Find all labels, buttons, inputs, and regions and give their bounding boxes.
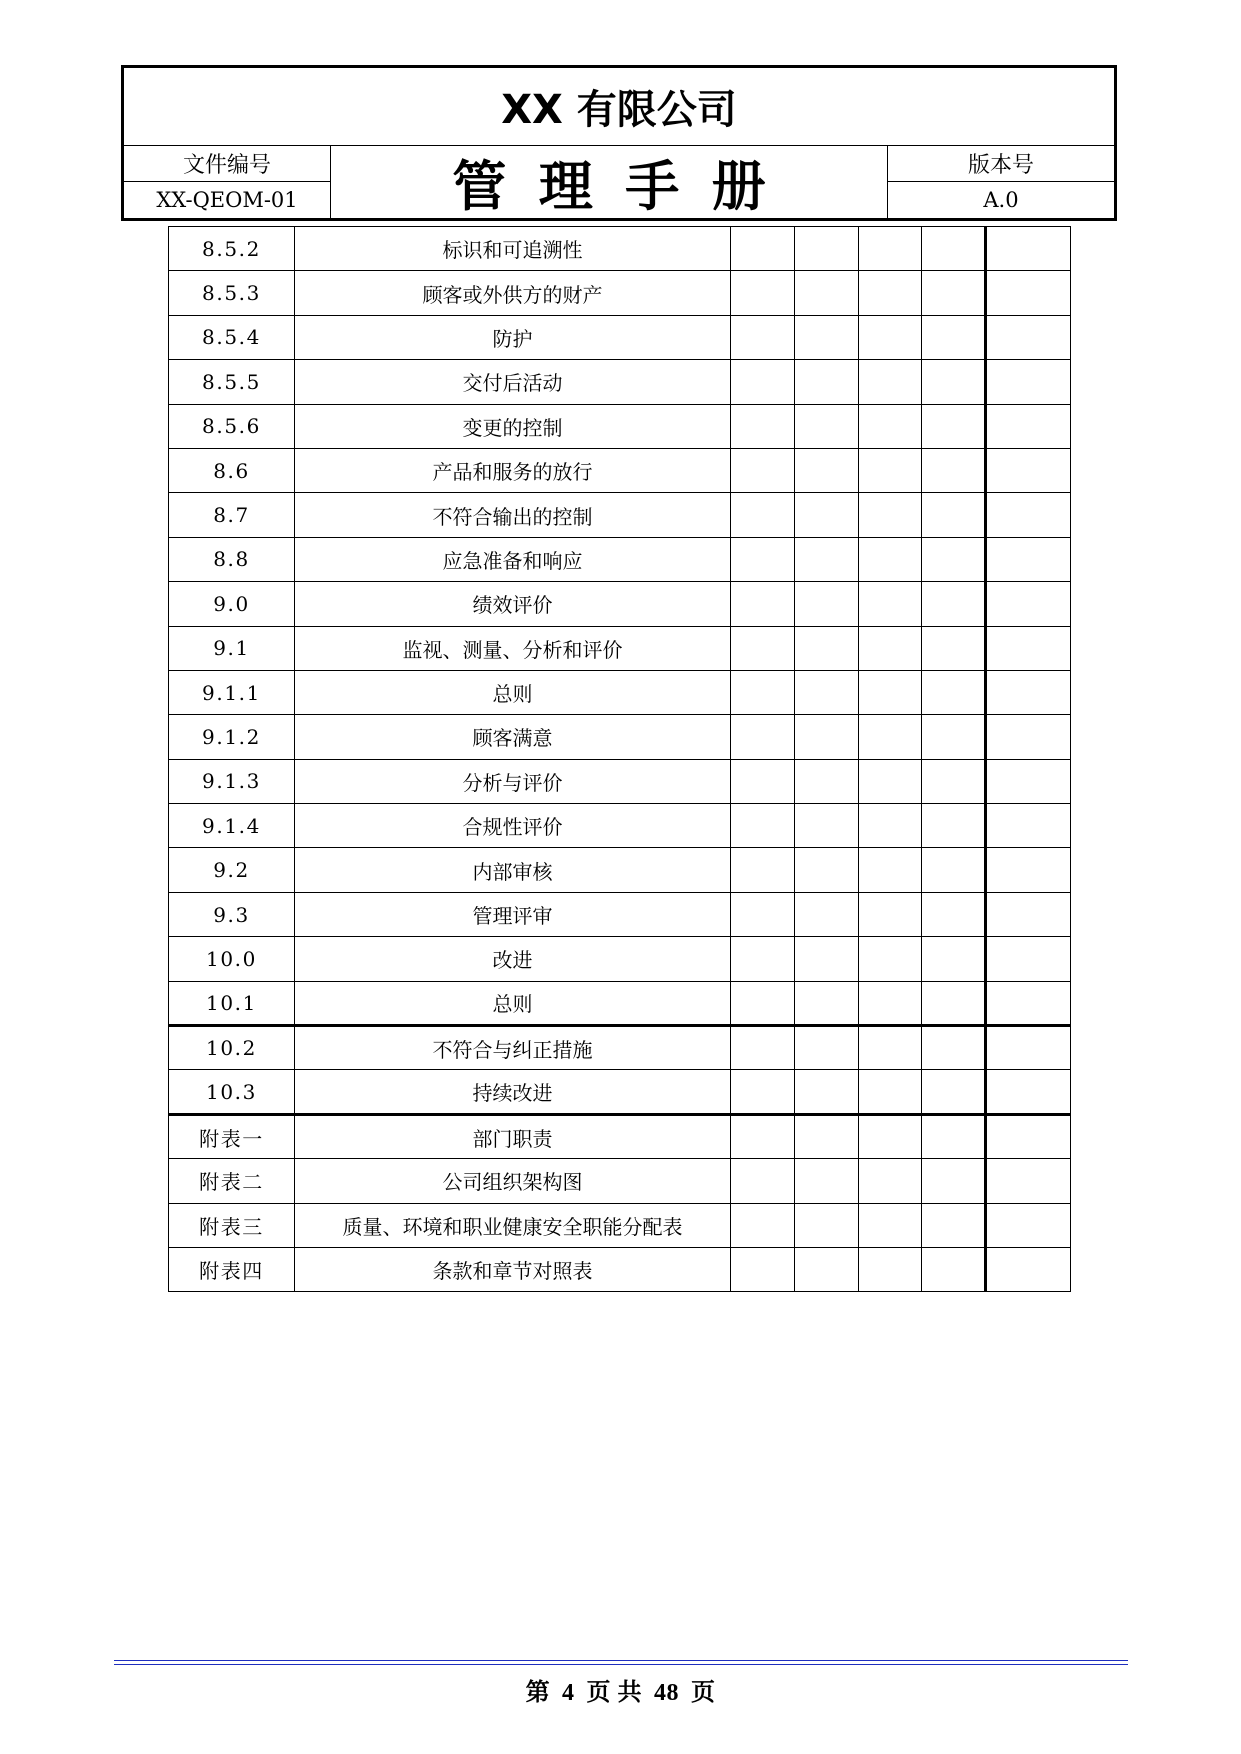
empty-cell <box>731 1247 795 1291</box>
empty-cell <box>922 537 986 581</box>
clause-title: 防护 <box>295 315 731 359</box>
empty-cell <box>922 937 986 981</box>
empty-cell <box>859 315 922 359</box>
empty-cell <box>731 937 795 981</box>
empty-cell <box>922 493 986 537</box>
table-row <box>169 981 1071 1025</box>
clause-number: 10.0 <box>169 937 295 981</box>
empty-cell <box>731 715 795 759</box>
empty-cell <box>986 537 1071 581</box>
empty-cell <box>859 937 922 981</box>
empty-cell <box>795 582 859 626</box>
empty-cell <box>986 1026 1071 1070</box>
clause-title: 变更的控制 <box>295 404 731 448</box>
empty-cell <box>731 892 795 936</box>
clause-number: 9.1.2 <box>169 715 295 759</box>
empty-cell <box>731 670 795 714</box>
document-header <box>121 65 1117 221</box>
table-row <box>169 892 1071 936</box>
table-row <box>169 537 1071 581</box>
table-row <box>169 271 1071 315</box>
table-row <box>169 227 1071 271</box>
clause-title: 部门职责 <box>295 1114 731 1158</box>
empty-cell <box>731 1114 795 1158</box>
clause-number: 附表三 <box>169 1203 295 1247</box>
table-row <box>169 404 1071 448</box>
table-row <box>169 670 1071 714</box>
empty-cell <box>795 626 859 670</box>
page-suffix: 页 <box>690 1680 716 1706</box>
doc-number-label: 文件编号 <box>124 146 331 182</box>
table-row <box>169 448 1071 492</box>
empty-cell <box>859 271 922 315</box>
clause-title: 绩效评价 <box>295 582 731 626</box>
empty-cell <box>986 981 1071 1025</box>
empty-cell <box>859 892 922 936</box>
empty-cell <box>731 404 795 448</box>
empty-cell <box>922 759 986 803</box>
clause-title: 改进 <box>295 937 731 981</box>
empty-cell <box>795 848 859 892</box>
empty-cell <box>731 1159 795 1203</box>
table-row <box>169 1247 1071 1291</box>
empty-cell <box>922 448 986 492</box>
empty-cell <box>795 404 859 448</box>
empty-cell <box>922 1026 986 1070</box>
empty-cell <box>986 227 1071 271</box>
empty-cell <box>986 1247 1071 1291</box>
empty-cell <box>986 848 1071 892</box>
clause-number: 9.1.4 <box>169 804 295 848</box>
empty-cell <box>922 1114 986 1158</box>
clause-number: 附表二 <box>169 1159 295 1203</box>
empty-cell <box>731 493 795 537</box>
table-row <box>169 715 1071 759</box>
empty-cell <box>859 1026 922 1070</box>
empty-cell <box>986 892 1071 936</box>
empty-cell <box>922 1247 986 1291</box>
clause-title: 条款和章节对照表 <box>295 1247 731 1291</box>
empty-cell <box>922 360 986 404</box>
clause-number: 10.2 <box>169 1026 295 1070</box>
empty-cell <box>859 1247 922 1291</box>
table-row <box>169 360 1071 404</box>
empty-cell <box>731 271 795 315</box>
clause-number: 9.1.3 <box>169 759 295 803</box>
empty-cell <box>795 537 859 581</box>
empty-cell <box>731 804 795 848</box>
clause-title: 公司组织架构图 <box>295 1159 731 1203</box>
empty-cell <box>859 626 922 670</box>
table-row <box>169 804 1071 848</box>
empty-cell <box>795 1159 859 1203</box>
clause-title: 分析与评价 <box>295 759 731 803</box>
version-label: 版本号 <box>887 146 1114 182</box>
empty-cell <box>986 493 1071 537</box>
empty-cell <box>731 448 795 492</box>
empty-cell <box>922 315 986 359</box>
empty-cell <box>731 1203 795 1247</box>
table-row <box>169 937 1071 981</box>
empty-cell <box>731 1070 795 1114</box>
clause-title: 总则 <box>295 670 731 714</box>
empty-cell <box>795 1247 859 1291</box>
clause-title: 内部审核 <box>295 848 731 892</box>
company-name: XX 有限公司 <box>124 68 1114 146</box>
empty-cell <box>731 759 795 803</box>
empty-cell <box>795 981 859 1025</box>
clause-title: 不符合与纠正措施 <box>295 1026 731 1070</box>
clause-number: 附表一 <box>169 1114 295 1158</box>
empty-cell <box>795 804 859 848</box>
empty-cell <box>795 360 859 404</box>
table-row <box>169 1026 1071 1070</box>
empty-cell <box>986 1114 1071 1158</box>
empty-cell <box>986 804 1071 848</box>
empty-cell <box>859 759 922 803</box>
clause-number: 8.5.4 <box>169 315 295 359</box>
empty-cell <box>795 1114 859 1158</box>
manual-title: 管理手册 <box>452 154 798 218</box>
clause-number: 8.8 <box>169 537 295 581</box>
clause-title: 管理评审 <box>295 892 731 936</box>
table-row <box>169 1203 1071 1247</box>
empty-cell <box>859 1203 922 1247</box>
clause-title: 交付后活动 <box>295 360 731 404</box>
contents-table-body <box>169 227 1071 1292</box>
empty-cell <box>795 1070 859 1114</box>
empty-cell <box>922 1070 986 1114</box>
empty-cell <box>731 582 795 626</box>
clause-number: 9.1 <box>169 626 295 670</box>
empty-cell <box>859 1070 922 1114</box>
table-row <box>169 1114 1071 1158</box>
clause-number: 8.5.3 <box>169 271 295 315</box>
empty-cell <box>731 848 795 892</box>
clause-number: 8.5.6 <box>169 404 295 448</box>
page-counter <box>0 1672 1241 1707</box>
table-row <box>169 493 1071 537</box>
page-total: 48 <box>653 1680 679 1706</box>
table-row <box>169 582 1071 626</box>
clause-number: 10.3 <box>169 1070 295 1114</box>
doc-number-value: XX-QEOM-01 <box>124 182 331 218</box>
clause-number: 9.0 <box>169 582 295 626</box>
empty-cell <box>859 848 922 892</box>
empty-cell <box>922 404 986 448</box>
empty-cell <box>731 1026 795 1070</box>
clause-title: 合规性评价 <box>295 804 731 848</box>
empty-cell <box>859 981 922 1025</box>
clause-number: 附表四 <box>169 1247 295 1291</box>
empty-cell <box>731 537 795 581</box>
empty-cell <box>922 626 986 670</box>
empty-cell <box>859 1159 922 1203</box>
table-row <box>169 1070 1071 1114</box>
table-row <box>169 1159 1071 1203</box>
empty-cell <box>922 715 986 759</box>
empty-cell <box>986 448 1071 492</box>
clause-number: 9.2 <box>169 848 295 892</box>
clause-title: 监视、测量、分析和评价 <box>295 626 731 670</box>
empty-cell <box>986 315 1071 359</box>
empty-cell <box>922 892 986 936</box>
footer-rule-top <box>114 1660 1128 1661</box>
empty-cell <box>795 892 859 936</box>
empty-cell <box>986 271 1071 315</box>
empty-cell <box>986 715 1071 759</box>
empty-cell <box>922 981 986 1025</box>
empty-cell <box>731 360 795 404</box>
empty-cell <box>986 1159 1071 1203</box>
table-row <box>169 759 1071 803</box>
empty-cell <box>859 715 922 759</box>
empty-cell <box>986 1203 1071 1247</box>
page-mid: 页 共 <box>586 1680 642 1706</box>
table-row <box>169 626 1071 670</box>
empty-cell <box>986 759 1071 803</box>
empty-cell <box>795 937 859 981</box>
empty-cell <box>795 1203 859 1247</box>
clause-title: 应急准备和响应 <box>295 537 731 581</box>
clause-number: 10.1 <box>169 981 295 1025</box>
contents-table <box>168 226 1071 1292</box>
page-prefix: 第 <box>525 1680 551 1706</box>
empty-cell <box>795 271 859 315</box>
clause-number: 8.7 <box>169 493 295 537</box>
empty-cell <box>922 271 986 315</box>
empty-cell <box>986 582 1071 626</box>
empty-cell <box>859 404 922 448</box>
empty-cell <box>731 315 795 359</box>
clause-number: 8.6 <box>169 448 295 492</box>
empty-cell <box>731 227 795 271</box>
empty-cell <box>922 1203 986 1247</box>
empty-cell <box>986 404 1071 448</box>
empty-cell <box>986 360 1071 404</box>
empty-cell <box>859 360 922 404</box>
empty-cell <box>859 537 922 581</box>
empty-cell <box>922 227 986 271</box>
empty-cell <box>922 804 986 848</box>
empty-cell <box>859 1114 922 1158</box>
empty-cell <box>795 670 859 714</box>
page-number: 4 <box>562 1680 575 1706</box>
empty-cell <box>731 981 795 1025</box>
footer-rule-bottom <box>114 1664 1128 1665</box>
empty-cell <box>795 715 859 759</box>
clause-number: 9.3 <box>169 892 295 936</box>
empty-cell <box>795 448 859 492</box>
clause-title: 质量、环境和职业健康安全职能分配表 <box>295 1203 731 1247</box>
empty-cell <box>795 493 859 537</box>
clause-title: 标识和可追溯性 <box>295 227 731 271</box>
table-row <box>169 848 1071 892</box>
empty-cell <box>859 670 922 714</box>
clause-title: 不符合输出的控制 <box>295 493 731 537</box>
clause-title: 产品和服务的放行 <box>295 448 731 492</box>
empty-cell <box>859 493 922 537</box>
empty-cell <box>986 937 1071 981</box>
empty-cell <box>795 759 859 803</box>
clause-title: 顾客或外供方的财产 <box>295 271 731 315</box>
empty-cell <box>922 1159 986 1203</box>
empty-cell <box>922 670 986 714</box>
empty-cell <box>859 227 922 271</box>
empty-cell <box>859 448 922 492</box>
clause-number: 8.5.5 <box>169 360 295 404</box>
empty-cell <box>986 626 1071 670</box>
clause-title: 持续改进 <box>295 1070 731 1114</box>
clause-title: 顾客满意 <box>295 715 731 759</box>
empty-cell <box>731 626 795 670</box>
empty-cell <box>986 1070 1071 1114</box>
empty-cell <box>795 1026 859 1070</box>
table-row <box>169 315 1071 359</box>
version-value: A.0 <box>887 182 1114 218</box>
empty-cell <box>859 804 922 848</box>
empty-cell <box>986 670 1071 714</box>
empty-cell <box>795 227 859 271</box>
empty-cell <box>922 582 986 626</box>
empty-cell <box>922 848 986 892</box>
empty-cell <box>795 315 859 359</box>
empty-cell <box>859 582 922 626</box>
clause-title: 总则 <box>295 981 731 1025</box>
clause-number: 9.1.1 <box>169 670 295 714</box>
clause-number: 8.5.2 <box>169 227 295 271</box>
